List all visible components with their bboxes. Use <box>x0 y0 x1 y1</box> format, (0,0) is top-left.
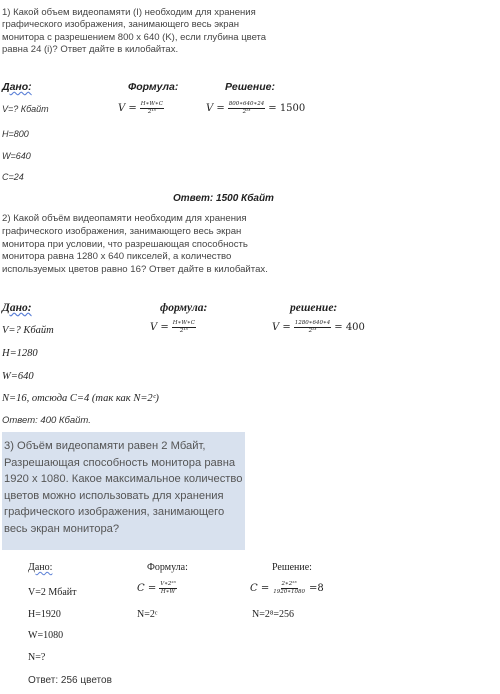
problem3-formula-n: N=2ᶜ <box>137 609 158 620</box>
problem3-formula: C = $\frac{\text{V∗2²³}}{H∗W}$ <box>137 581 176 595</box>
problem1-given-w: W=640 <box>2 151 31 161</box>
problem2-answer: Ответ: 400 Кбайт. <box>2 415 91 426</box>
problem1-answer: Ответ: 1500 Кбайт <box>173 193 274 204</box>
problem2-formula-label: формула: <box>160 302 208 314</box>
problem2-given-v: V=? Кбайт <box>2 325 54 336</box>
problem3-given-label: Дано: <box>28 562 53 573</box>
problem3-given-n: N=? <box>28 652 46 663</box>
problem2-given-label: Дано: <box>2 302 32 314</box>
problem3-solution-label: Решение: <box>272 562 312 573</box>
problem1-question: 1) Какой объем видеопамяти (I) необходим для хранения графического изображения, занимающего весь экран монитора с разрешением 800 х 640 (K), если глубина цвета равна 24 (i)? Ответ дайте в килобайтах. <box>2 7 267 56</box>
problem3-answer: Ответ: 256 цветов <box>28 675 112 686</box>
problem2-formula: V = $\frac{H∗W∗C}{\text{2¹³}}$ <box>150 320 195 334</box>
problem1-solution: V = $\frac{800∗640∗24}{\text{2¹³}}$ = 1500 <box>206 101 306 115</box>
problem2-given-w: W=640 <box>2 371 34 382</box>
problem1-formula: V = $\frac{H∗W∗C}{\text{2¹³}}$ <box>118 101 163 115</box>
problem2-solution: V = $\frac{1280∗640∗4}{\text{2¹³}}$ = 400 <box>272 320 365 334</box>
problem1-formula-label: Формула: <box>128 81 179 93</box>
problem2-given-h: H=1280 <box>2 348 38 359</box>
problem1-given-label: Дано: <box>2 81 32 93</box>
problem3-formula-label: Формула: <box>147 562 188 573</box>
problem3-solution-n: N=2⁸=256 <box>252 609 294 620</box>
problem3-question: 3) Объём видеопамяти равен 2 Мбайт, Разрешающая способность монитора равна 1920 х 1080. Какое максимальное количество цветов можно использовать для хранения графического изображения, занимающего весь экран монитора? <box>4 440 243 535</box>
problem2-question: 2) Какой объём видеопамяти необходим для хранения графического изображения, занимающего весь экран монитора при условии, что разрешающая способность монитора равна 1280 х 640 пикселей, а количество используемых цветов равно 16? Ответ дайте в килобайтах. <box>2 213 268 276</box>
problem1-solution-label: Решение: <box>225 81 275 93</box>
problem3-given-v: V=2 Мбайт <box>28 587 77 598</box>
problem2-given-n: N=16, отсюда C=4 (так как N=2ᶜ) <box>2 393 159 404</box>
problem3-solution: C = $\frac{\text{2∗2²³}}{1920∗1080}$ =8 <box>250 581 324 595</box>
problem1-given-h: H=800 <box>2 129 29 139</box>
problem1-given-v: V=? Кбайт <box>2 104 49 114</box>
problem2-solution-label: решение: <box>290 302 338 314</box>
problem3-given-h: H=1920 <box>28 609 61 620</box>
problem1-given-c: C=24 <box>2 172 24 182</box>
problem3-given-w: W=1080 <box>28 630 64 641</box>
